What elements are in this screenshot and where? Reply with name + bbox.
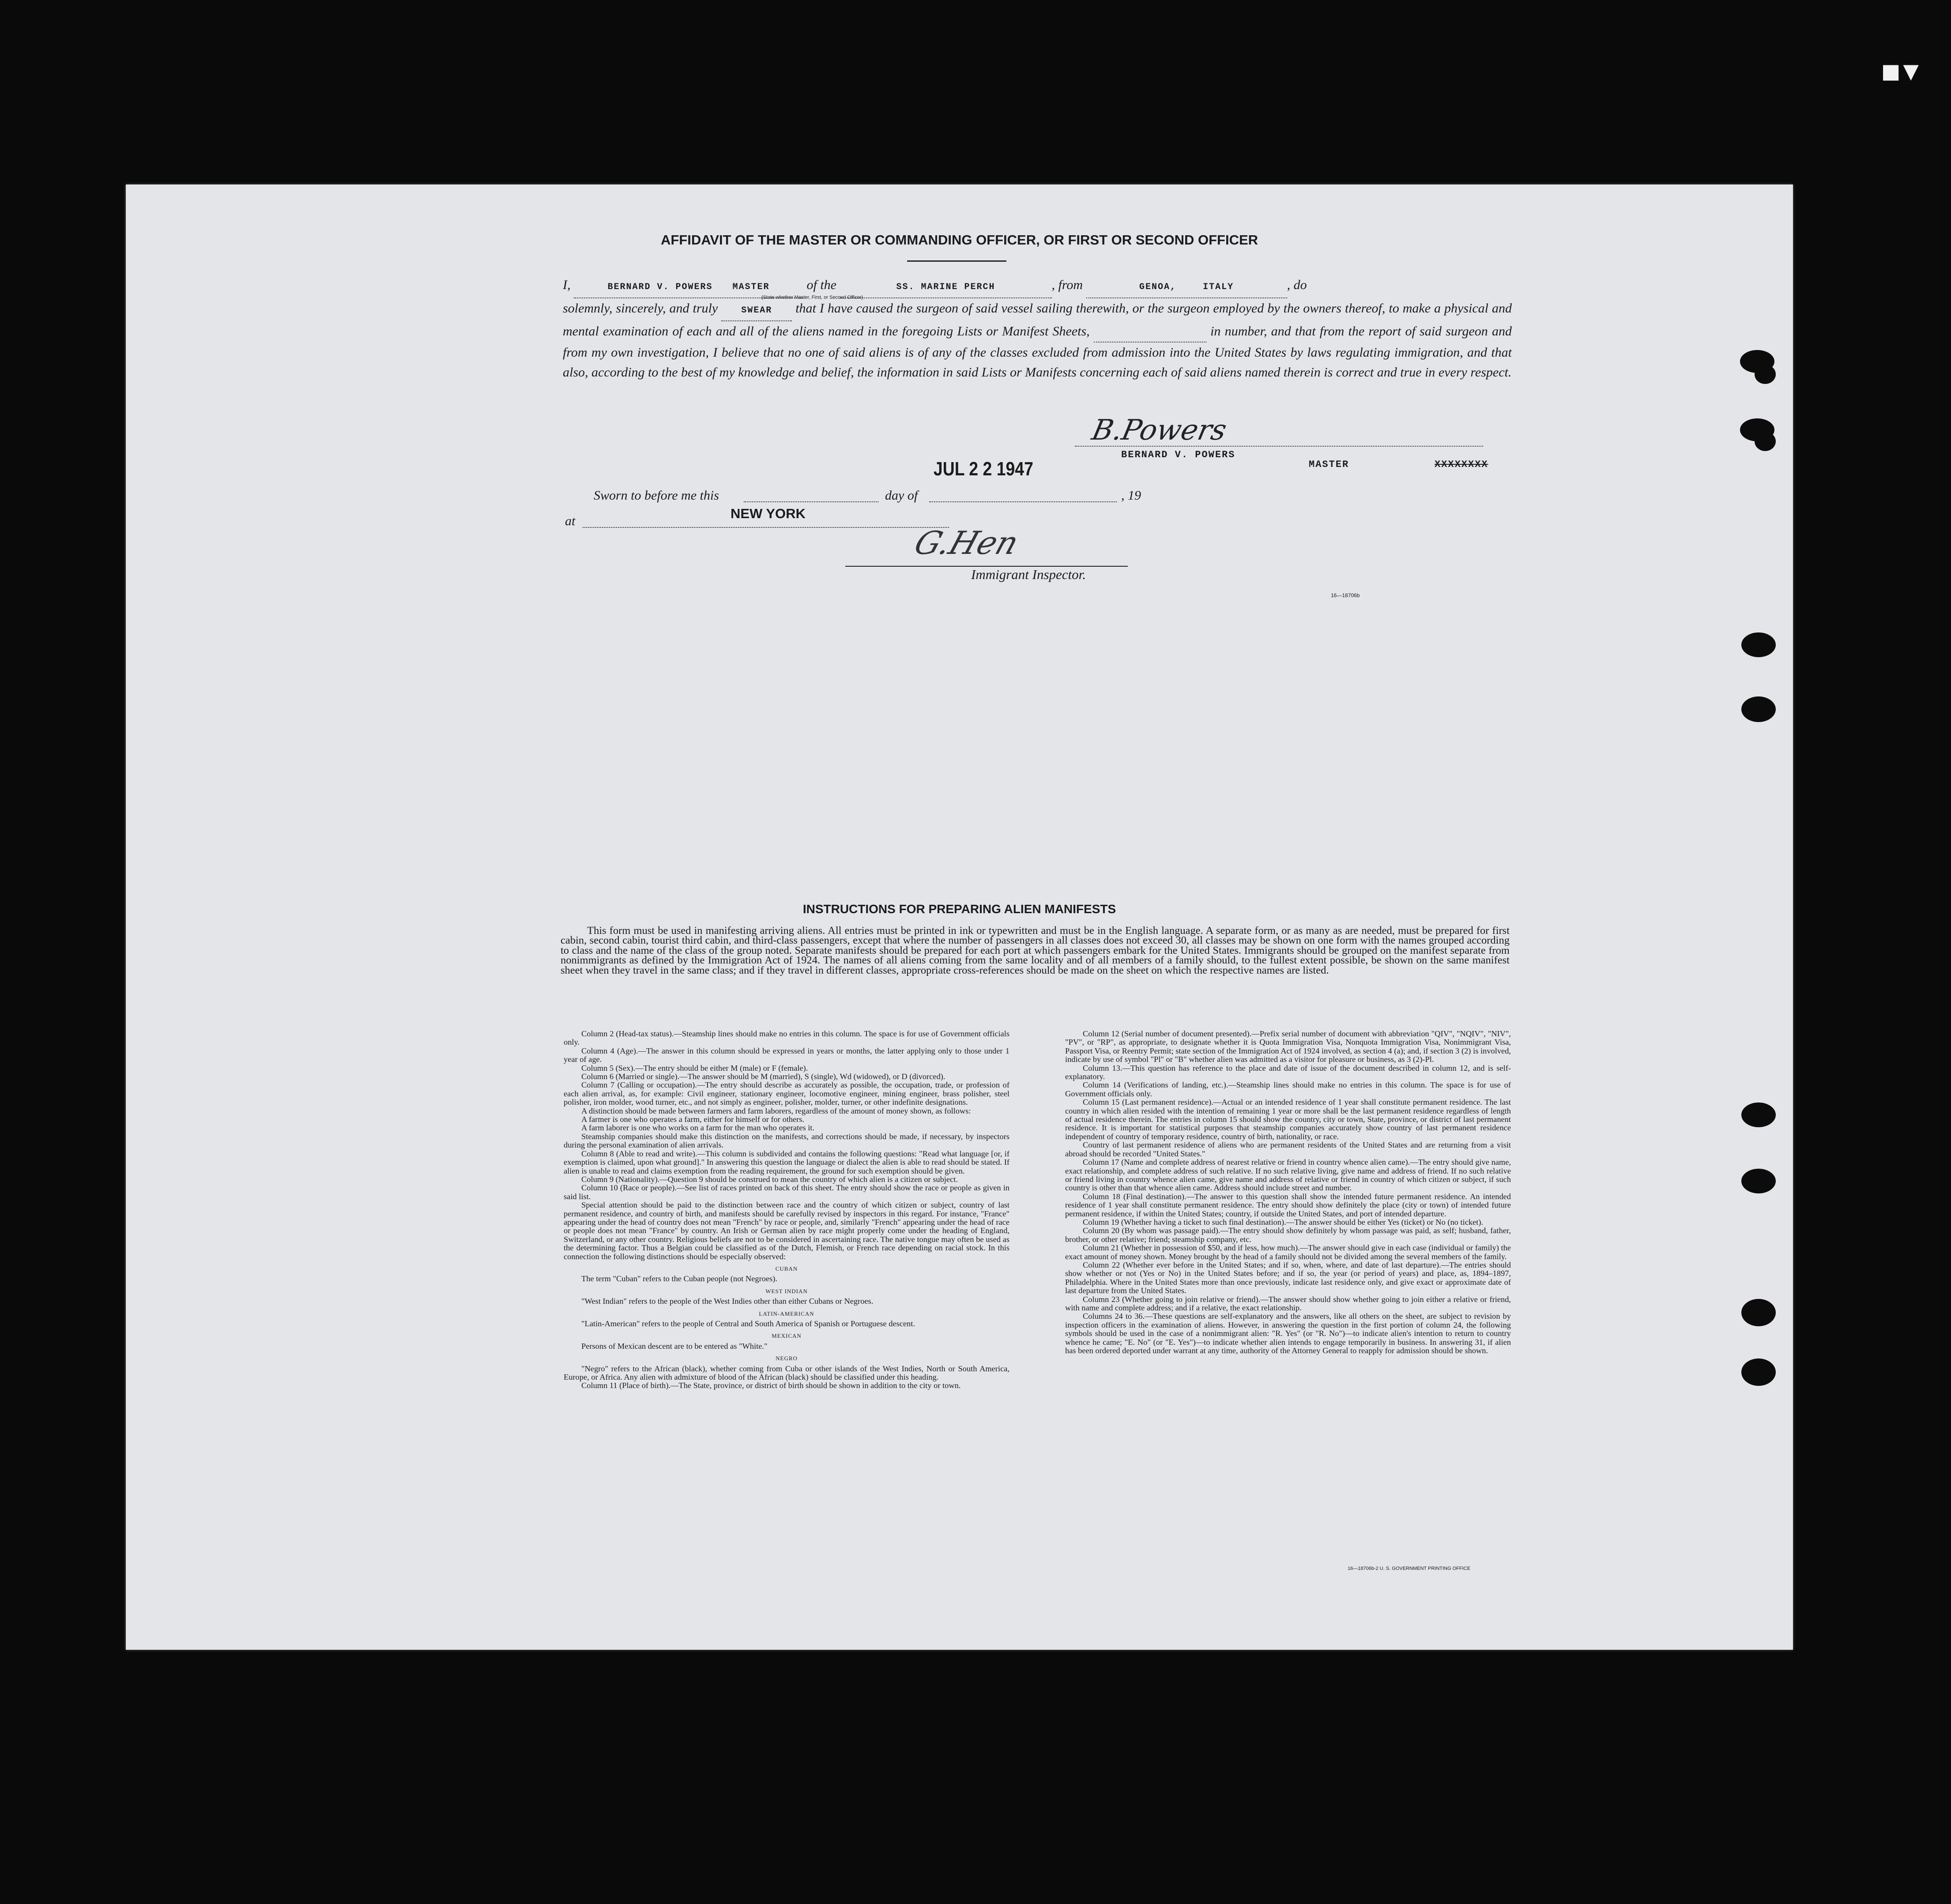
instruction-paragraph: Column 21 (Whether in possession of $50, and if less, how much).—The answer should give in each case (individual or family) the exact amount of money shown. Money brought by the head of a family should not be divided among the several members of the family.	[1065, 1243, 1511, 1261]
master-signature: B.Powers	[1089, 414, 1230, 447]
inspector-label: Immigrant Inspector.	[971, 567, 1086, 582]
instruction-paragraph: "Latin-American" refers to the people of Central and South America of Spanish or Portuguese descent.	[581, 1319, 915, 1328]
race-heading: WEST INDIAN	[765, 1287, 808, 1294]
instruction-paragraph: Steamship companies should make this distinction on the manifests, and corrections should be made, if necessary, by inspectors during the personal examination of alien arrivals.	[564, 1132, 1009, 1150]
signature-line	[1075, 446, 1483, 447]
at-label: at	[565, 514, 576, 528]
instructions-right-column	[1065, 1030, 1511, 1355]
punch-hole	[1741, 1299, 1776, 1326]
instruction-paragraph: Column 20 (By whom was passage paid).—The entry should show definitely by whom passage was paid, as self; husband, father, brother, or other relative; friend; steamship company, etc.	[1065, 1226, 1511, 1244]
instruction-paragraph: Column 18 (Final destination).—The answer to this question shall show the intended future permanent residence. An intended residence of 1 year shall constitute permanent residence. The entry should show definitely the place (city or town) of intended future permanent residence, if within the United States; country, if outside the United States, and port of intended departure.	[1065, 1192, 1511, 1218]
affidavit-body	[563, 275, 1512, 383]
punch-hole	[1755, 432, 1776, 451]
of-the-label: of the	[806, 278, 836, 292]
instruction-paragraph: Column 6 (Married or single).—The answer should be M (married), S (single), Wd (widowed), or D (divorced).	[581, 1072, 945, 1081]
oath-type: SWEAR	[741, 305, 772, 316]
affidavit-i-label: I,	[563, 278, 571, 292]
instruction-paragraph: Column 2 (Head-tax status).—Steamship lines should make no entries in this column. The space is for use of Government officials only.	[564, 1029, 1009, 1047]
instruction-paragraph: Columns 24 to 36.—These questions are self-explanatory and the answers, like all others on the sheet, are subject to revision by inspection officers in the examination of aliens. However, in answering the question in the first portion of column 24, the following symbols should be used in the case of a nonimmigrant alien: "R. Yes" (or "R. No")—to indicate alien's intention to return to country whence he came; "E. No" (or "E. Yes")—to indicate whether alien intends to engage temporarily in business. In answering 31, if alien has been ordered deported under warrant at any time, authority of the Attorney General to reapply for admission should be shown.	[1065, 1312, 1511, 1355]
instruction-paragraph: Column 11 (Place of birth).—The State, province, or district of birth should be shown in addition to the city or town.	[581, 1381, 961, 1390]
race-heading: CUBAN	[775, 1265, 798, 1272]
vessel-name: SS. MARINE PERCH	[896, 282, 995, 292]
instruction-paragraph: Column 22 (Whether ever before in the United States; and if so, when, where, and date of last departure).—The entries should show whether or not (Yes or No) in the United States before; and if so, the year (or period of years) and place, as, 1894–1897, Philadelphia. Where in the United States more than once previously, indicate last residence only, and give exact or approximate date of last departure from the United States.	[1065, 1260, 1511, 1295]
title-rule	[907, 260, 1006, 262]
punch-hole	[1741, 1103, 1776, 1127]
departure-country: ITALY	[1203, 282, 1234, 292]
instruction-paragraph: "West Indian" refers to the people of the West Indies other than either Cubans or Negroes.	[581, 1297, 874, 1306]
instruction-paragraph: Persons of Mexican descent are to be entered as "White."	[581, 1341, 768, 1351]
instruction-paragraph: Column 13.—This question has reference to the place and date of issue of the document described in column 12, and is self-explanatory.	[1065, 1063, 1511, 1081]
instruction-paragraph: The term "Cuban" refers to the Cuban people (not Negroes).	[581, 1274, 777, 1283]
instruction-paragraph: Column 15 (Last permanent residence).—Actual or an intended residence of 1 year shall constitute permanent residence. The last country in which alien resided with the intention of remaining 1 year or more shall be the last permanent residence regardless of length of actual residence therein. The entries in column 15 should show the country, city or town, State, province, or district of last permanent residence. It is important for statistical purposes that steamship companies accurately show country of last permanent residence independent of country of temporary residence, country of birth, nationality, or race.	[1065, 1098, 1511, 1141]
port-field	[1086, 275, 1287, 298]
punch-hole	[1741, 1358, 1776, 1386]
year-label: , 19	[1121, 488, 1141, 503]
signer-strikeout: XXXXXXXX	[1435, 459, 1488, 470]
sworn-label: Sworn to before me this	[594, 488, 719, 503]
inspector-signature: G.Hen	[910, 524, 1024, 561]
affidavit-title: AFFIDAVIT OF THE MASTER OR COMMANDING OFFICER, OR FIRST OR SECOND OFFICER	[660, 232, 1258, 248]
day-of-label: day of	[885, 488, 918, 503]
rank-note: (State whether Master, First, or Second Officer)	[761, 295, 863, 300]
race-heading: LATIN-AMERICAN	[759, 1310, 814, 1317]
punch-hole	[1755, 365, 1776, 384]
race-heading: NEGRO	[776, 1355, 798, 1362]
solemnly-text: solemnly, sincerely, and truly	[563, 301, 718, 316]
form-number: 16—18706b	[1331, 592, 1360, 598]
do-label: , do	[1287, 278, 1307, 292]
instructions-title: INSTRUCTIONS FOR PREPARING ALIEN MANIFESTS	[802, 902, 1116, 916]
instruction-paragraph: Column 23 (Whether going to join relative or friend).—The answer should show whether going to join either a relative or friend, with name and complete address; and if a relative, the exact relationship.	[1065, 1294, 1511, 1312]
punch-hole	[1741, 632, 1776, 657]
instruction-paragraph: Column 5 (Sex).—The entry should be either M (male) or F (female).	[581, 1063, 808, 1072]
departure-port: GENOA,	[1139, 282, 1177, 292]
instruction-paragraph: A distinction should be made between farmers and farm laborers, regardless of the amount of money shown, as follows:	[581, 1106, 971, 1115]
instruction-paragraph: Column 7 (Calling or occupation).—The entry should describe as accurately as possible, the occupation, trade, or profession of each alien arrival, as, for example: Civil engineer, stationary engineer, locomotive engineer, mining engineer, brass polisher, steel polisher, iron molder, wood turner, etc., and not simply as engineer, polisher, molder, turner, or other indefinite designations.	[564, 1080, 1009, 1107]
instruction-paragraph: A farmer is one who operates a farm, either for himself or for others.	[581, 1115, 805, 1124]
vessel-field	[840, 275, 1052, 298]
instruction-paragraph: A farm laborer is one who works on a farm for the man who operates it.	[581, 1123, 815, 1133]
affidavit-text-2: in number, and that from the report of said surgeon and from my own investigation, I believe that no one of said aliens is of any of the classes excluded from admission into the United States by laws regulating immigration, and that also, according to the best of my knowledge and belief, the information in said Lists or Manifests concerning each of said aliens named therein is correct and true in every respect.	[563, 324, 1512, 380]
instruction-paragraph: Column 19 (Whether having a ticket to such final destination).—The answer should be either Yes (ticket) or No (no ticket).	[1083, 1217, 1484, 1227]
instruction-paragraph: Country of last permanent residence of aliens who are permanent residents of the United States and are returning from a visit abroad should be recorded "United States."	[1065, 1140, 1511, 1158]
manifest-page	[126, 184, 1793, 1650]
signer-name: BERNARD V. POWERS	[1121, 449, 1235, 460]
from-label: , from	[1051, 278, 1083, 292]
instruction-paragraph: Special attention should be paid to the distinction between race and the country of which citizen or subject, country of last permanent residence, and country of birth, and manifests should be carefully revised by inspectors in this regard. For instance, "France" appearing under the head of country does not mean "French" by race or people, and, similarly "French" appearing under the head of race or people does not mean "France" by country. An Irish or German alien by race might properly come under the heading of England, Switzerland, or any other country. Religious beliefs are not to be considered in ascertaining race. The native tongue may often be used as the determining factor. Thus a Belgian could be classified as of the Dutch, Flemish, or French race depending on racial stock. In this connection the following distinctions should be especially observed:	[564, 1200, 1009, 1261]
place-stamp: NEW YORK	[731, 506, 806, 521]
master-rank: MASTER	[732, 282, 770, 292]
film-frame-marks: ■▼	[1881, 59, 1921, 83]
instructions-left-column	[564, 1030, 1009, 1390]
punch-hole	[1741, 696, 1776, 722]
instruction-paragraph: Column 12 (Serial number of document presented).—Prefix serial number of document with abbreviation "QIV", "NQIV", "NIV", "PV", or "RP", as appropriate, to designate whether it is Quota Immigration Visa, Nonquota Immigration Visa, Nonimmigrant Visa, Passport Visa, or Reentry Permit; state section of the Immigration Act of 1924 involved, as section 4 (a); and, if section 3 (2) is involved, indicate by use of symbol "Pl" or "B" whether alien was admitted as a visitor for pleasure or business, as 3 (2)-Pl.	[1065, 1029, 1511, 1064]
number-of-aliens-field	[1094, 321, 1206, 342]
instructions-intro: This form must be used in manifesting arriving aliens. All entries must be printed in ink or typewritten and must be in the English language. A separate form, or as many as are needed, must be prepared for first cabin, second cabin, tourist third cabin, and third-class passengers, except that where the number of passengers in all classes does not exceed 30, all classes may be shown on one form with the names grouped according to class and the name of the class of the group noted. Separate manifests should be prepared for each port at which passengers embark for the United States. Immigrants should be grouped on the manifest separate from nonimmigrants as defined by the Immigration Act of 1924. The names of all aliens coming from the same locality and of all members of a family should, to the fullest extent possible, be shown on the same manifest sheet when they travel in the same class; and if they travel in different classes, appropriate cross-references should be made on the sheet on which the respective names are listed.	[561, 925, 1510, 976]
instruction-paragraph: Column 8 (Able to read and write).—This column is subdivided and contains the following questions: "Read what language [or, if exemption is claimed, upon what ground]." In answering this question the language or dialect the alien is able to read should be stated. If alien is unable to read and claims exemption from the reading requirement, the ground for such exemption should be given.	[564, 1149, 1009, 1175]
instruction-paragraph: Column 17 (Name and complete address of nearest relative or friend in country whence alien came).—The entry should give name, exact relationship, and complete address of such relative. If no such relative living, give name and address of friend. If no such relative or friend living in country whence alien came, give name and address of relative or friend in country of which citizen or subject, if such country is other than that whence alien came. Address should include street and number.	[1065, 1158, 1511, 1193]
date-stamp: JUL 2 2 1947	[933, 458, 1033, 480]
oath-field	[721, 298, 792, 322]
master-name: BERNARD V. POWERS	[607, 282, 713, 292]
affidavit-text-1: that I have caused the surgeon of said vessel sailing therewith, or the surgeon employed by the owners thereof, to make a physical and mental examination of each and all of the aliens named in the foregoing Lists or Manifest Sheets,	[563, 301, 1512, 339]
place-line	[583, 527, 949, 528]
instruction-paragraph: Column 4 (Age).—The answer in this column should be expressed in years or months, the latter applying only to those under 1 year of age.	[564, 1046, 1009, 1064]
instruction-paragraph: Column 14 (Verifications of landing, etc.).—Steamship lines should make no entries in this column. The space is for use of Government officials only.	[1065, 1080, 1511, 1098]
instruction-paragraph: "Negro" refers to the African (black), whether coming from Cuba or other islands of the West Indies, North or South America, Europe, or Africa. Any alien with admixture of blood of the African (black) should be classified under this heading.	[564, 1364, 1009, 1382]
sworn-day-line	[744, 501, 878, 502]
instruction-paragraph: Column 10 (Race or people).—See list of races printed on back of this sheet. The entry should show the race or people as given in said list.	[564, 1183, 1009, 1201]
instruction-paragraph: Column 9 (Nationality).—Question 9 should be construed to mean the country of which alien is a citizen or subject.	[581, 1174, 958, 1184]
sworn-month-line	[929, 501, 1117, 502]
race-heading: MEXICAN	[772, 1332, 802, 1340]
signer-rank: MASTER	[1309, 459, 1349, 470]
punch-hole	[1741, 1169, 1776, 1193]
printing-office-footer: 16—18706b-2 U. S. GOVERNMENT PRINTING OFFICE	[1348, 1566, 1470, 1571]
